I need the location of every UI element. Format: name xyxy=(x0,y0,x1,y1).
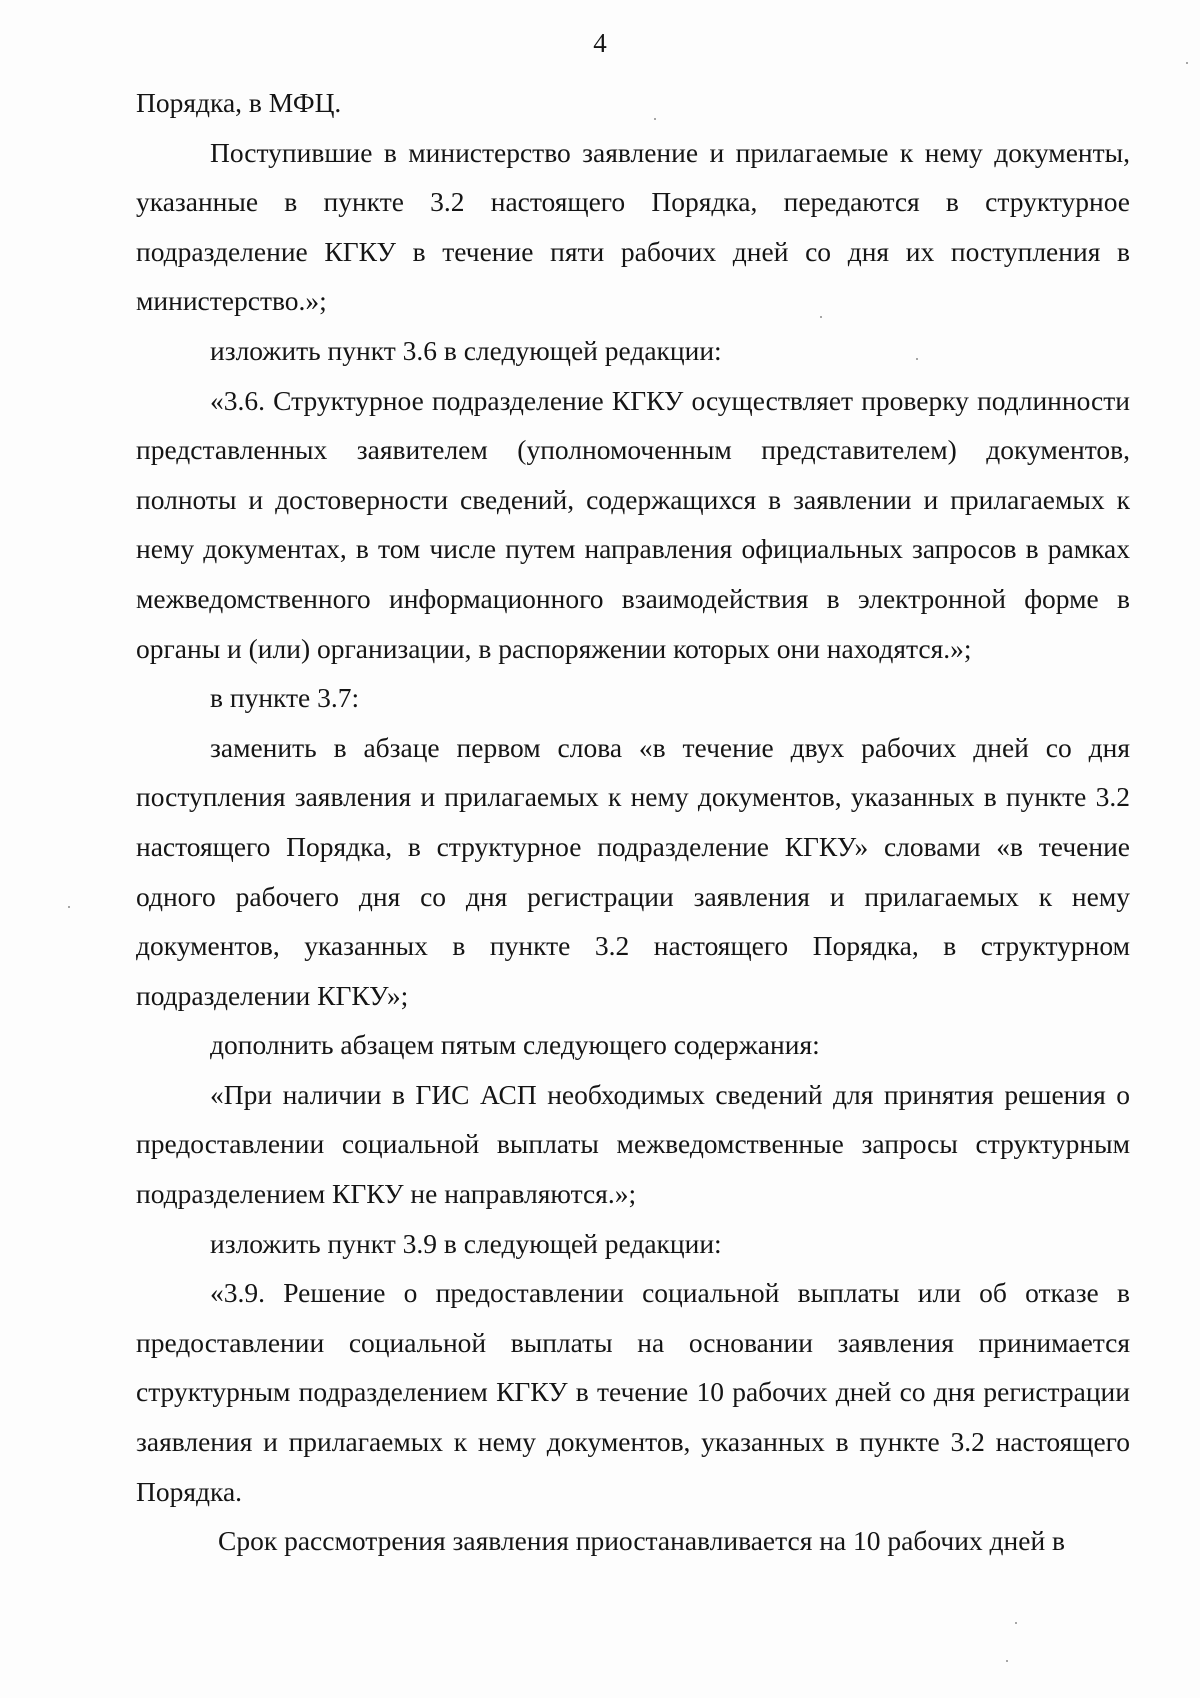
scan-speck xyxy=(1006,1660,1008,1662)
paragraph-amend-3-6: изложить пункт 3.6 в следующей редакции: xyxy=(210,334,722,366)
scan-speck xyxy=(820,316,822,318)
paragraph-in-clause-3-7: в пункте 3.7: xyxy=(210,682,360,714)
paragraph-continuation: Порядка, в МФЦ. xyxy=(136,87,342,118)
scan-speck xyxy=(1186,62,1188,64)
scan-speck xyxy=(916,358,918,360)
paragraph-amend-3-9: изложить пункт 3.9 в следующей редакции: xyxy=(210,1227,722,1259)
paragraph-review-period: Срок рассмотрения заявления приостанавливается на 10 рабочих дней в xyxy=(218,1525,1066,1557)
paragraph-received-documents: Поступившие в министерство заявление и прилагаемые к нему документы, указанные в пункте 3.2 настоящего Порядка, передаются в структурное подразделение КГКУ в течение пяти рабочих дней со дня их поступления в министерство.»; xyxy=(136,136,1130,317)
scan-speck xyxy=(654,118,656,120)
scan-speck xyxy=(68,906,70,908)
paragraph-gis-asp: «При наличии в ГИС АСП необходимых сведений для принятия решения о предоставлении социальной выплаты межведомственные запросы структурным подразделением КГКУ не направляются.»; xyxy=(136,1078,1130,1210)
scan-speck xyxy=(1015,1622,1017,1624)
page-number: 4 xyxy=(593,28,607,58)
paragraph-replace-words: заменить в абзаце первом слова «в течение двух рабочих дней со дня поступления заявления и прилагаемых к нему документов, указанных в пункте 3.2 настоящего Порядка, в структурное подразделение КГКУ» словами «в течение одного рабочего дня со дня регистрации заявления и прилагаемых к нему документов, указанных в пункте 3.2 настоящего Порядка, в структурном подразделении КГКУ»; xyxy=(136,731,1130,1011)
document-body xyxy=(136,78,1130,1566)
paragraph-add-fifth: дополнить абзацем пятым следующего содержания: xyxy=(210,1029,820,1061)
paragraph-clause-3-9: «3.9. Решение о предоставлении социальной выплаты или об отказе в предоставлении социальной выплаты на основании заявления принимается структурным подразделением КГКУ в течение 10 рабочих дней со дня регистрации заявления и прилагаемых к нему документов, указанных в пункте 3.2 настоящего Порядка. xyxy=(136,1277,1130,1507)
paragraph-clause-3-6: «3.6. Структурное подразделение КГКУ осуществляет проверку подлинности представленных заявителем (уполномоченным представителем) документов, полноты и достоверности сведений, содержащихся в заявлении и прилагаемых к нему документах, в том числе путем направления официальных запросов в рамках межведомственного информационного взаимодействия в электронной форме в органы и (или) организации, в распоряжении которых они находятся.»; xyxy=(136,384,1130,664)
